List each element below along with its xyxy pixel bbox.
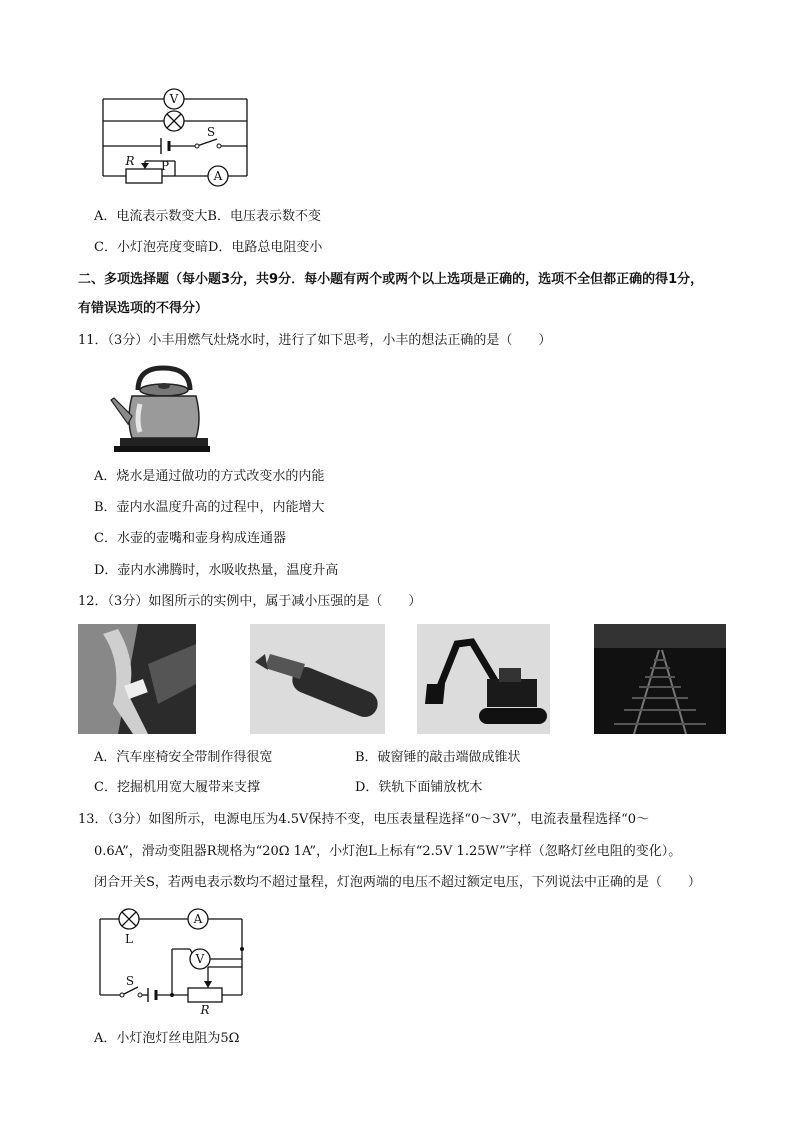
section-heading-line2: 有错误选项的不得分） [78, 301, 209, 316]
q13-stem-line3: 闭合开关S，若两电表示数均不超过量程，灯泡两端的电压不超过额定电压，下列说法中正确的是（ ） [94, 875, 701, 890]
q11-option-c: C．水壶的壶嘴和壶身构成连通器 [94, 531, 286, 546]
q11-option-a: A．烧水是通过做功的方式改变水的内能 [94, 469, 325, 484]
q13-option-a: A．小灯泡灯丝电阻为5Ω [94, 1031, 240, 1046]
switch-label: S [206, 125, 216, 139]
rheostat-label: R [125, 154, 135, 168]
slider-label: P [160, 159, 170, 173]
safety-hammer-photo [250, 624, 385, 734]
kettle-on-stove-image [108, 360, 214, 456]
q13-stem-line2: 0.6A”，滑动变阻器R规格为“20Ω 1A”，小灯泡L上标有“2.5V 1.25W”字样（忽略灯丝电阻的变化）。 [94, 844, 682, 859]
q12-option-b: B．破窗锤的敲击端做成锥状 [355, 750, 521, 765]
ammeter-label: A [193, 912, 203, 926]
q11-option-d: D．壶内水沸腾时，水吸收热量，温度升高 [94, 563, 339, 578]
railway-sleepers-photo [594, 624, 726, 734]
seatbelt-photo [78, 624, 196, 734]
q12-option-d: D．铁轨下面铺放枕木 [355, 780, 483, 795]
q12-option-a: A．汽车座椅安全带制作得很宽 [94, 750, 273, 765]
q11-option-b: B．壶内水温度升高的过程中，内能增大 [94, 500, 325, 515]
excavator-photo [417, 624, 550, 734]
voltmeter-label: V [169, 92, 179, 106]
rheostat-label: R [200, 1003, 210, 1017]
voltmeter-label: V [195, 952, 205, 966]
q12-option-c: C．挖掘机用宽大履带来支撑 [94, 780, 260, 795]
switch-label: S [125, 974, 135, 988]
lamp-label: L [125, 932, 133, 946]
q12-stem: 12．（3分）如图所示的实例中，属于减小压强的是（ ） [78, 594, 422, 609]
circuit-diagram-q10 [95, 86, 255, 190]
q10-option-ab: A．电流表示数变大B．电压表示数不变 [94, 209, 321, 224]
q13-stem-line1: 13．（3分）如图所示，电源电压为4.5V保持不变，电压表量程选择“0～3V”，电流表量程选择“0～ [78, 812, 649, 827]
ammeter-label: A [213, 169, 223, 183]
q10-option-cd: C．小灯泡亮度变暗D．电路总电阻变小 [94, 240, 323, 255]
circuit-diagram-q13 [92, 905, 252, 1017]
section-heading-line1: 二、多项选择题（每小题3分，共9分．每小题有两个或两个以上选项是正确的，选项不全但都正确的得1分， [78, 272, 704, 287]
q11-stem: 11．（3分）小丰用燃气灶烧水时，进行了如下思考，小丰的想法正确的是（ ） [78, 333, 552, 348]
